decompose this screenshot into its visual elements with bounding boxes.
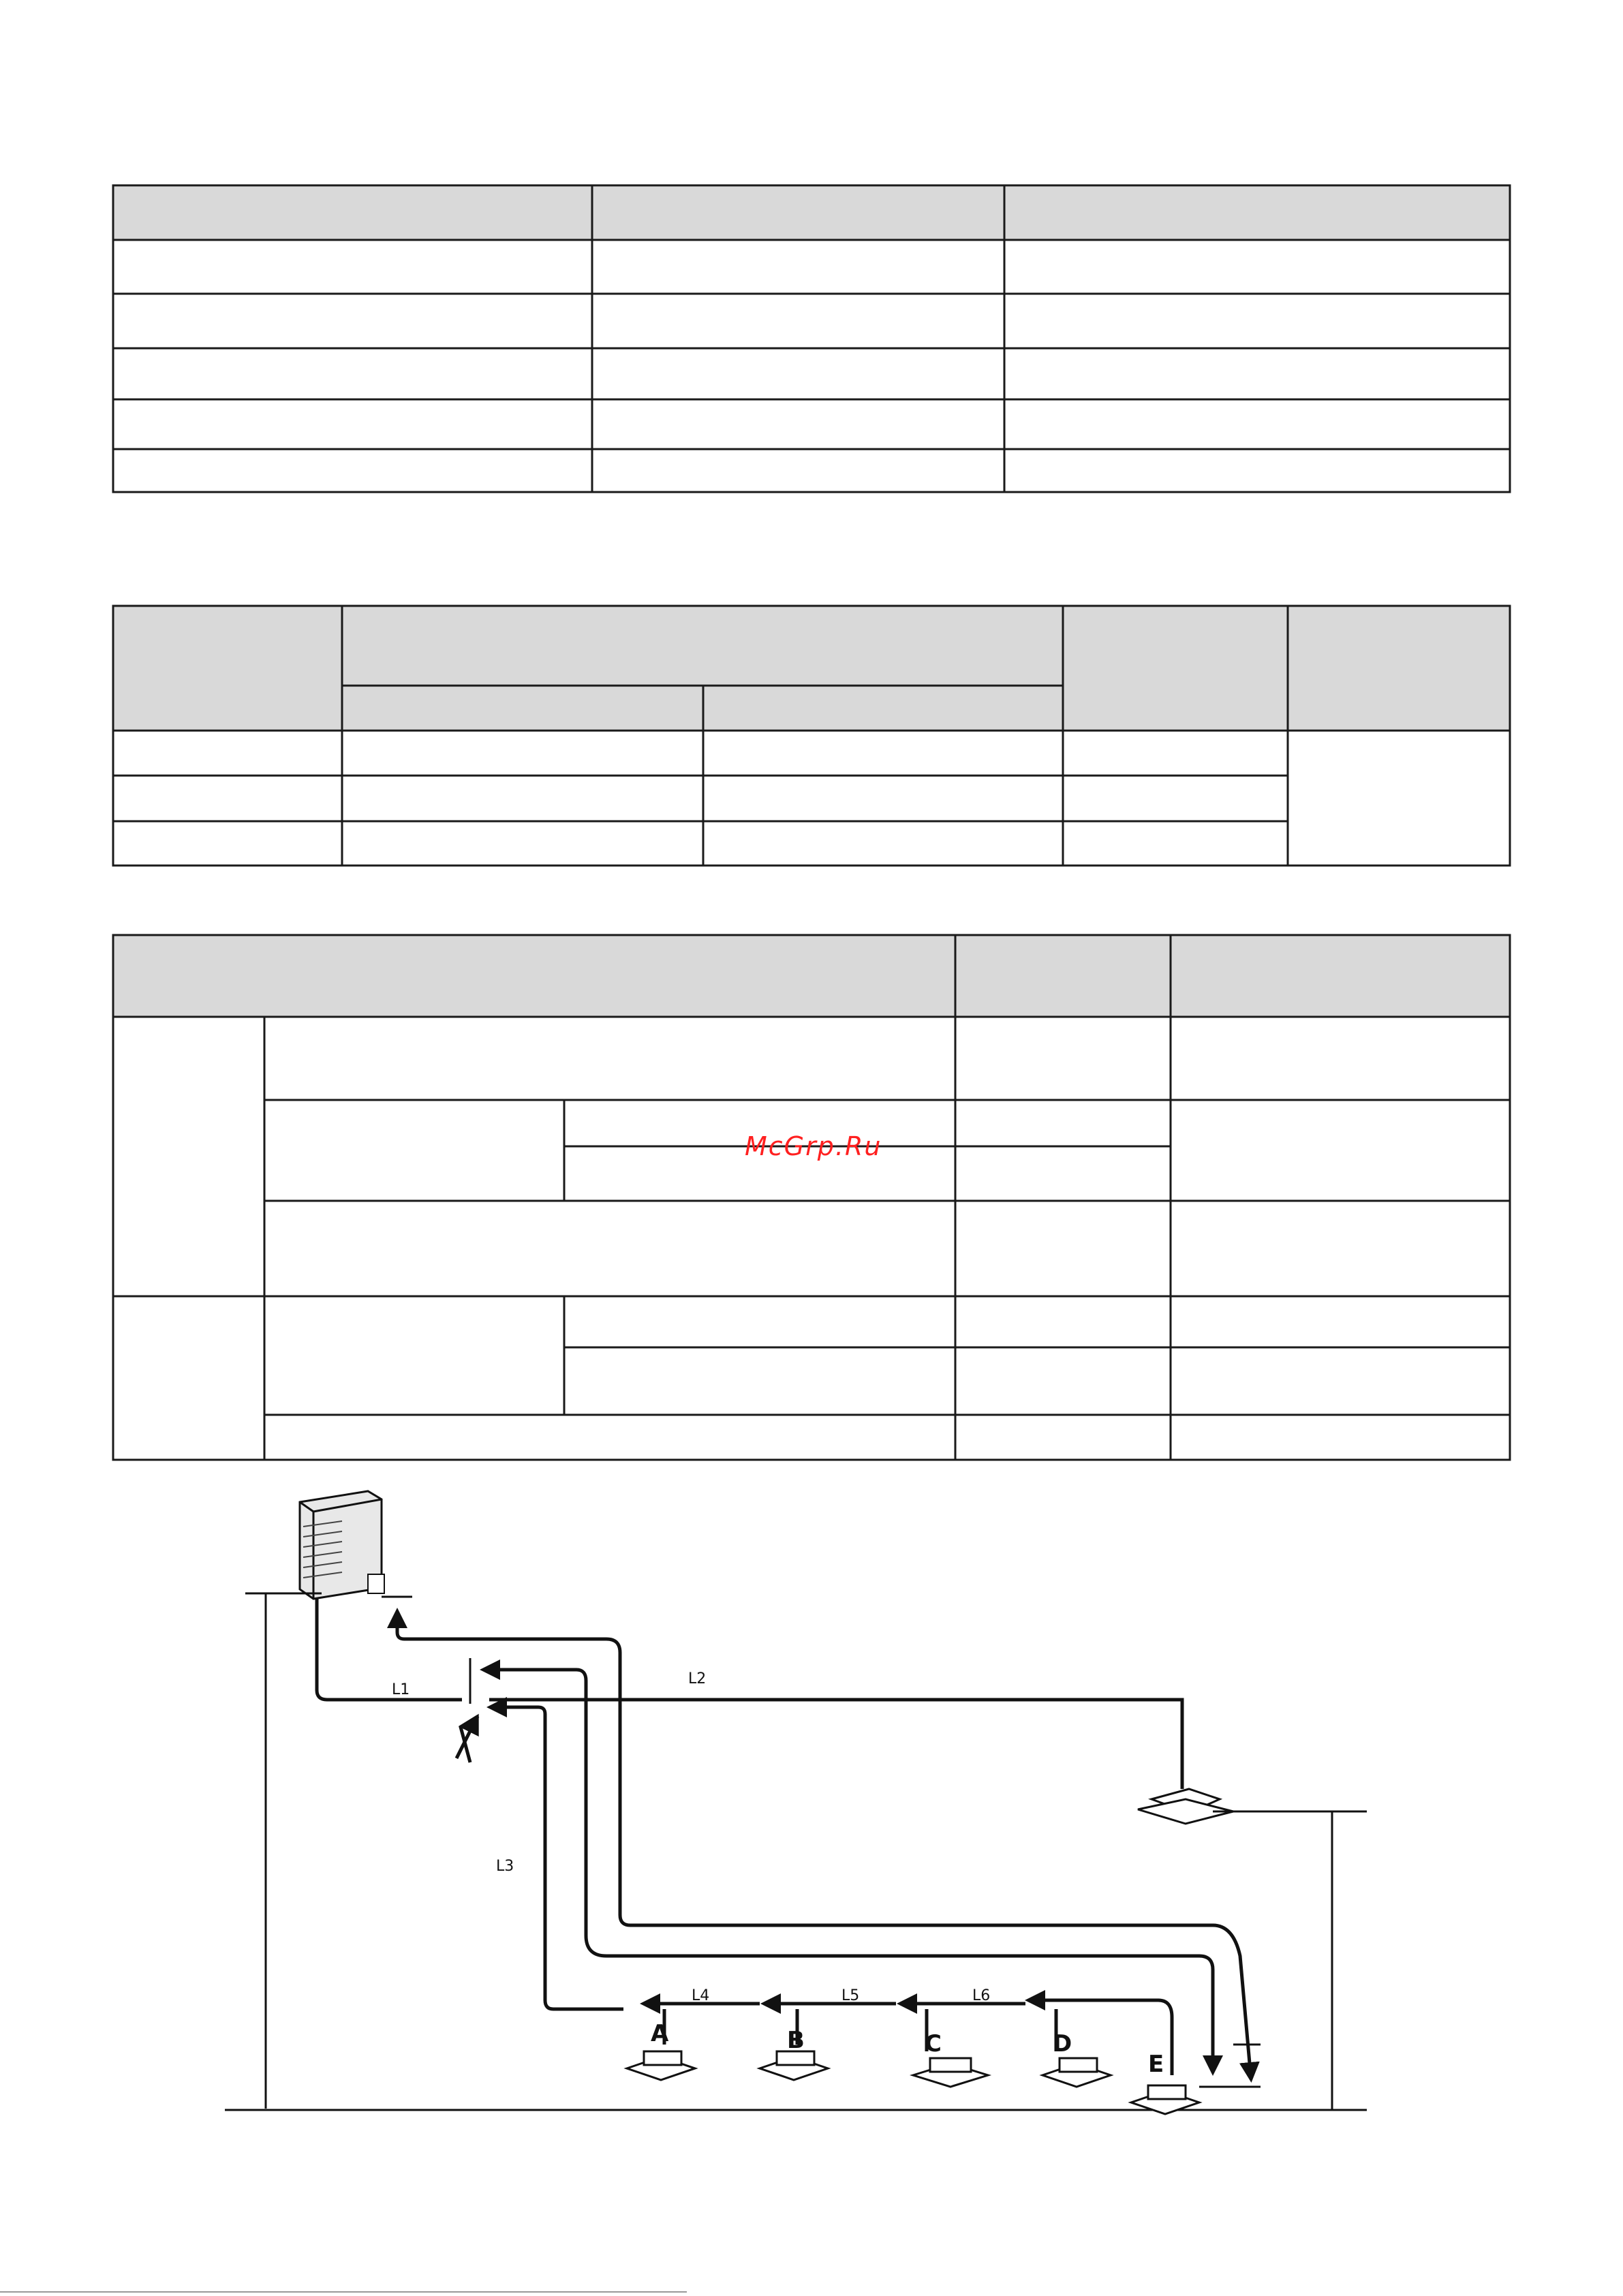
indoor-unit-icon [1138,1789,1233,1824]
outdoor-unit-icon [300,1491,384,1599]
footer-rule [0,2291,687,2293]
watermark: McGrp.Ru [745,1131,882,1161]
indoor-unit-a [627,2051,695,2080]
indoor-unit-c [913,2058,988,2087]
label-l2: L2 [688,1670,707,1687]
unit-label-b: B [787,2027,805,2054]
indoor-unit-d [1042,2058,1111,2087]
label-l5: L5 [841,1987,860,2004]
unit-label-c: C [925,2030,942,2057]
label-l1: L1 [392,1681,410,1698]
unit-label-d: D [1053,2030,1072,2057]
unit-label-e: E [1148,2051,1164,2078]
unit-label-a: A [651,2020,669,2047]
label-l6: L6 [972,1987,991,2004]
label-l3: L3 [496,1858,514,1875]
label-l4: L4 [692,1987,710,2004]
indoor-unit-b [760,2051,828,2080]
